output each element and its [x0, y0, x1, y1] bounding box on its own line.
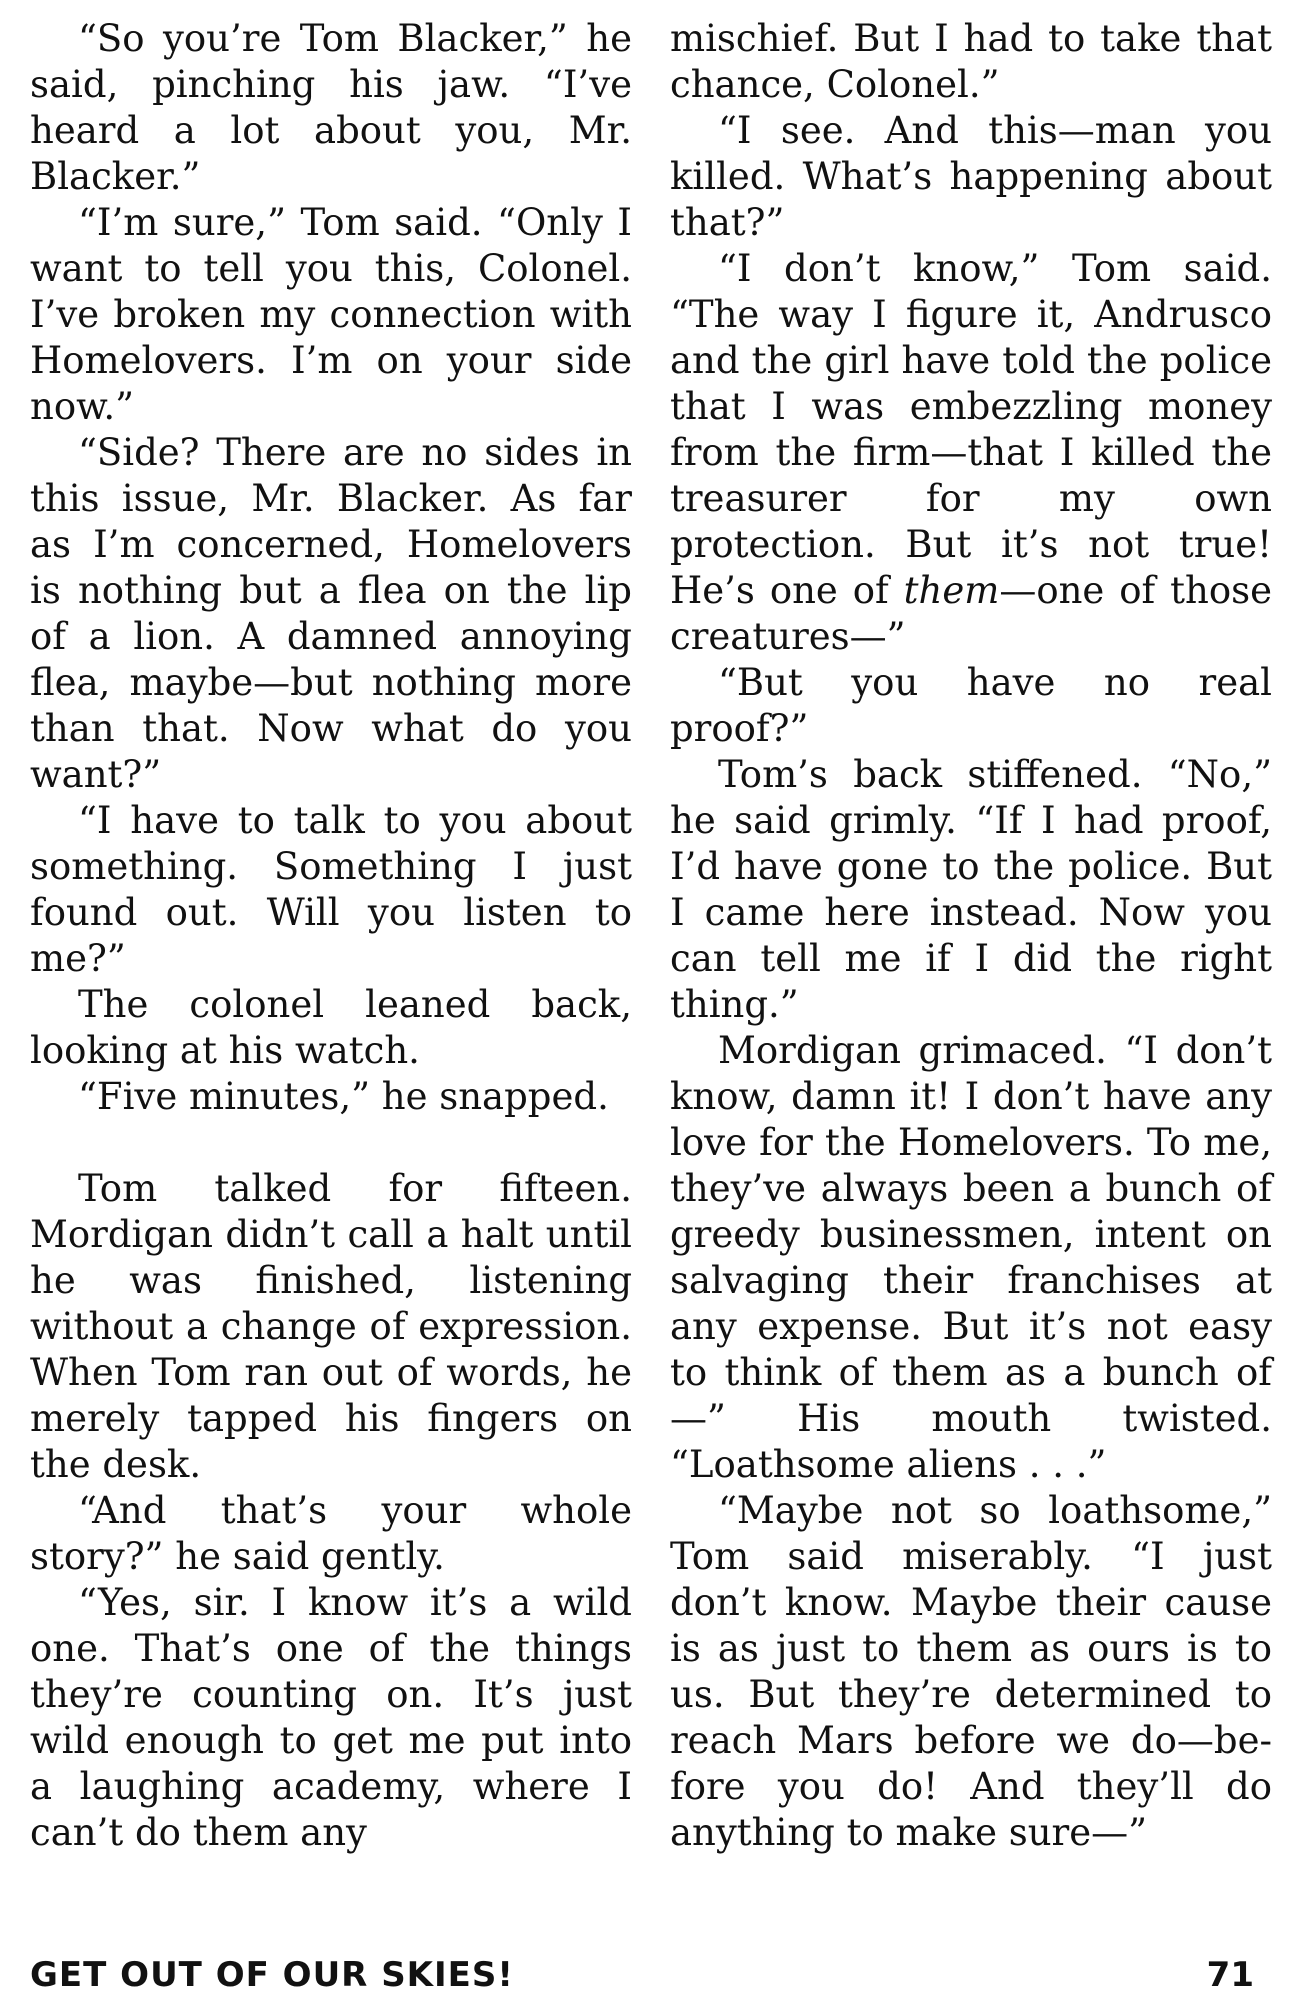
paragraph: “Yes, sir. I know it’s a wild one. That’s one of the things they’re counting on. It’s just wild enough to get me put into a laughing academy, where I can’t do them any	[30, 1581, 632, 1854]
paragraph: “I have to talk to you about something. Something I just found out. Will you listen to me?”	[30, 799, 632, 980]
paragraph: “I don’t know,” Tom said. “The way I figure it, Andrusco and the girl have told the police that I was embezzling money from the firm—that I killed the treasurer for my own protection. But it’s not true! He’s one of them—one of those creatures—”	[670, 247, 1272, 658]
paragraph: “Five minutes,” he snapped.	[78, 1075, 609, 1118]
paragraph: “I see. And this—man you killed. What’s happening about that?”	[670, 109, 1272, 244]
page-number: 71	[1206, 1955, 1254, 1995]
paragraph-after-break: Tom talked for fifteen. Mordigan didn’t call a halt until he was finished, listening without a change of expression. When Tom ran out of words, he merely tapped his fingers on the desk.	[30, 1167, 632, 1486]
paragraph: Tom’s back stiffened. “No,” he said grimly. “If I had proof, I’d have gone to the police. But I came here instead. Now you can tell me if I did the right thing.”	[670, 753, 1272, 1026]
left-column	[30, 16, 632, 1856]
paragraph: “Maybe not so loathsome,” Tom said miserably. “I just don’t know. Maybe their cause is as just to them as ours is to us. But they’re determined to reach Mars before we do—before you do! And they’ll do anything to make sure—”	[670, 1489, 1272, 1854]
running-title: GET OUT OF OUR SKIES!	[30, 1955, 514, 1995]
paragraph: “But you have no real proof?”	[670, 661, 1272, 750]
paragraph-continued: mischief. But I had to take that chance, Colonel.”	[670, 17, 1272, 106]
running-footer	[30, 1950, 1272, 2000]
paragraph: “So you’re Tom Blacker,” he said, pinching his jaw. “I’ve heard a lot about you, Mr. Blacker.”	[30, 17, 632, 198]
paragraph: “Side? There are no sides in this issue, Mr. Blacker. As far as I’m concerned, Homelovers is nothing but a flea on the lip of a lion. A damned annoying flea, maybe—but nothing more than that. Now what do you want?”	[30, 431, 632, 796]
paragraph: Mordigan grimaced. “I don’t know, damn it! I don’t have any love for the Homelovers. To me, they’ve always been a bunch of greedy businessmen, intent on salvaging their franchises at any expense. But it’s not easy to think of them as a bunch of—” His mouth twisted. “Loathsome aliens . . .”	[670, 1029, 1272, 1486]
paragraph: “And that’s your whole story?” he said gently.	[30, 1489, 632, 1578]
right-column	[670, 16, 1272, 1856]
paragraph: “I’m sure,” Tom said. “Only I want to tell you this, Colonel. I’ve broken my connection with Homelovers. I’m on your side now.”	[30, 201, 632, 428]
paragraph: The colonel leaned back, looking at his watch.	[30, 983, 632, 1072]
